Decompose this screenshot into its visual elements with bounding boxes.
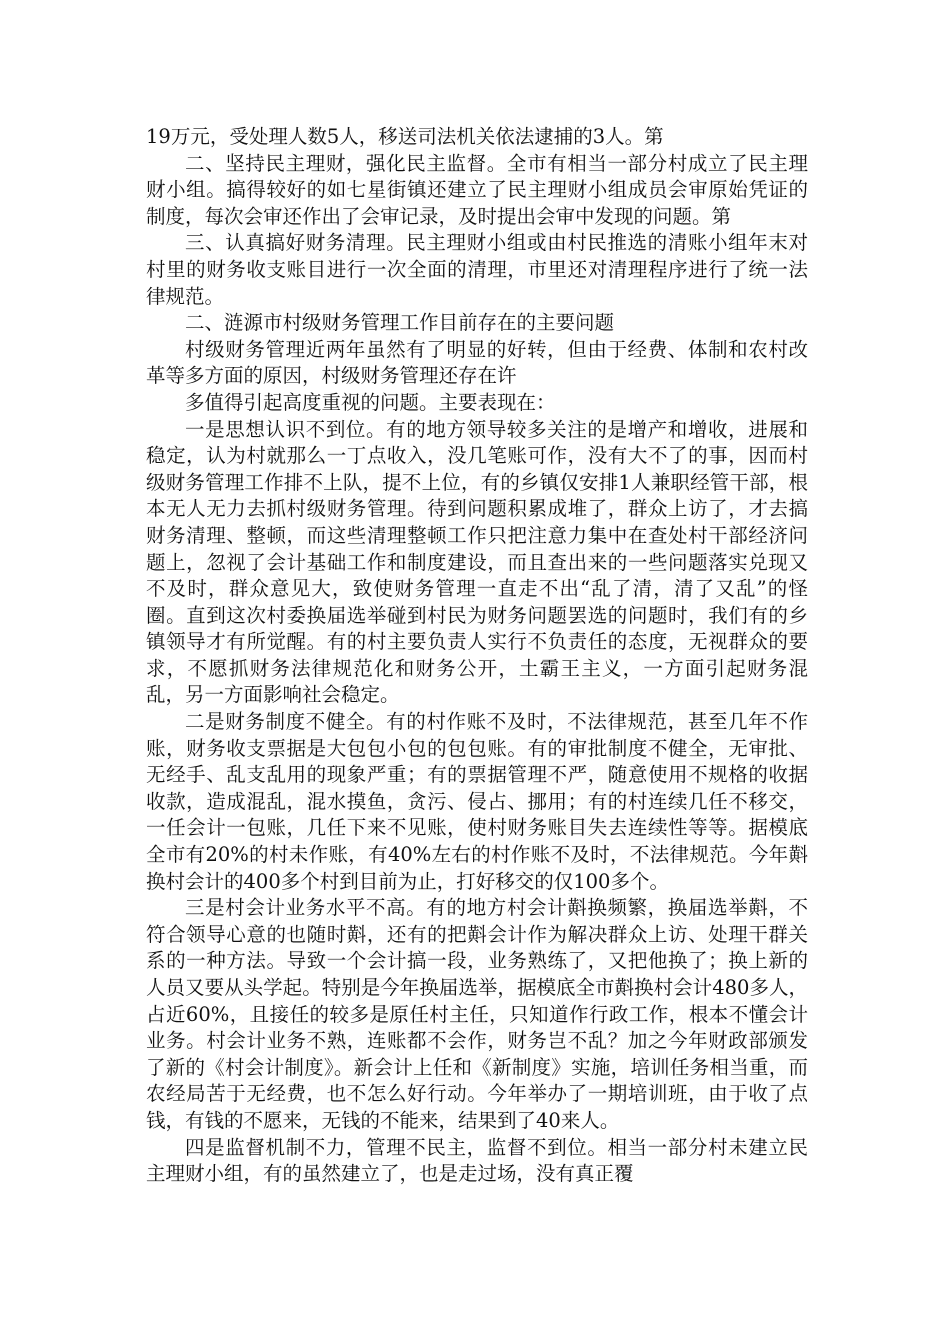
paragraph-1: 19万元，受处理人数5人，移送司法机关依法逮捕的3人。第 (146, 125, 664, 148)
document-body (146, 124, 808, 1188)
paragraph-8: 二是财务制度不健全。有的村作账不及时，不法律规范，甚至几年不作账，财务收支票据是大包包小包的包包账。有的审批制度不健全，无审批、无经手、乱支乱用的现象严重；有的票据管理不严，随意使用不规格的收据收款，造成混乱，混水摸鱼，贪污、侵占、挪用；有的村连续几任不移交，一任会计一包账，几任下来不见账，使村财务账目失去连续性等等。据模底全市有20%的村未作账，有40%左右的村作账不及时，不法律规范。今年斢换村会计的400多个村到目前为止，打好移交的仅100多个。 (146, 710, 808, 893)
paragraph-7: 一是思想认识不到位。有的地方领导较多关注的是增产和增收，进展和稳定，认为村就那么一丁点收入，没几笔账可作，没有大不了的事，因而村级财务管理工作排不上队，提不上位，有的乡镇仅安排1人兼职经管干部，根本无人无力去抓村级财务管理。待到问题积累成堆了，群众上访了，才去搞财务清理、整顿，而这些清理整顿工作只把注意力集中在查处村干部经济问题上，忽视了会计基础工作和制度建设，而且查出来的一些问题落实兑现又不及时，群众意见大，致使财务管理一直走不出“乱了清，清了又乱”的怪圈。直到这次村委换届选举碰到村民为财务问题罢选的问题时，我们有的乡镇领导才有所觉醒。有的村主要负责人实行不负责任的态度，无视群众的要求，不愿抓财务法律规范化和财务公开，土霸王主义，一方面引起财务混乱，另一方面影响社会稳定。 (146, 417, 808, 707)
paragraph-2: 二、坚持民主理财，强化民主监督。全市有相当一部分村成立了民主理财小组。搞得较好的如七星街镇还建立了民主理财小组成员会审原始凭证的制度，每次会审还作出了会审记录，及时提出会审中发现的问题。第 (146, 151, 808, 228)
section-heading: 二、涟源市村级财务管理工作目前存在的主要问题 (185, 311, 615, 335)
paragraph-5: 村级财务管理近两年虽然有了明显的好转，但由于经费、体制和农村改革等多方面的原因，村级财务管理还存在许 (146, 337, 808, 388)
paragraph-9: 三是村会计业务水平不高。有的地方村会计斢换频繁，换届选举斢，不符合领导心意的也随时斢，还有的把斢会计作为解决群众上访、处理干群关系的一种方法。导致一个会计搞一段，业务熟练了，又把他换了；换上新的人员又要从头学起。特别是今年换届选举，据模底全市斢换村会计480多人，占近60%，且接任的较多是原任村主任，只知道作行政工作，根本不懂会计业务。村会计业务不熟，连账都不会作，财务岂不乱？加之今年财政部颁发了新的《村会计制度》。新会计上任和《新制度》实施，培训任务相当重，而农经局苦于无经费，也不怎么好行动。今年举办了一期培训班，由于收了点钱，有钱的不愿来，无钱的不能来，结果到了40来人。 (146, 896, 808, 1132)
paragraph-10: 四是监督机制不力，管理不民主，监督不到位。相当一部分村未建立民主理财小组，有的虽然建立了，也是走过场，没有真正覆 (146, 1135, 808, 1186)
paragraph-6: 多值得引起高度重视的问题。主要表现在： (185, 390, 556, 414)
paragraph-3: 三、认真搞好财务清理。民主理财小组或由村民推选的清账小组年末对村里的财务收支账目进行一次全面的清理，市里还对清理程序进行了统一法律规范。 (146, 231, 808, 308)
